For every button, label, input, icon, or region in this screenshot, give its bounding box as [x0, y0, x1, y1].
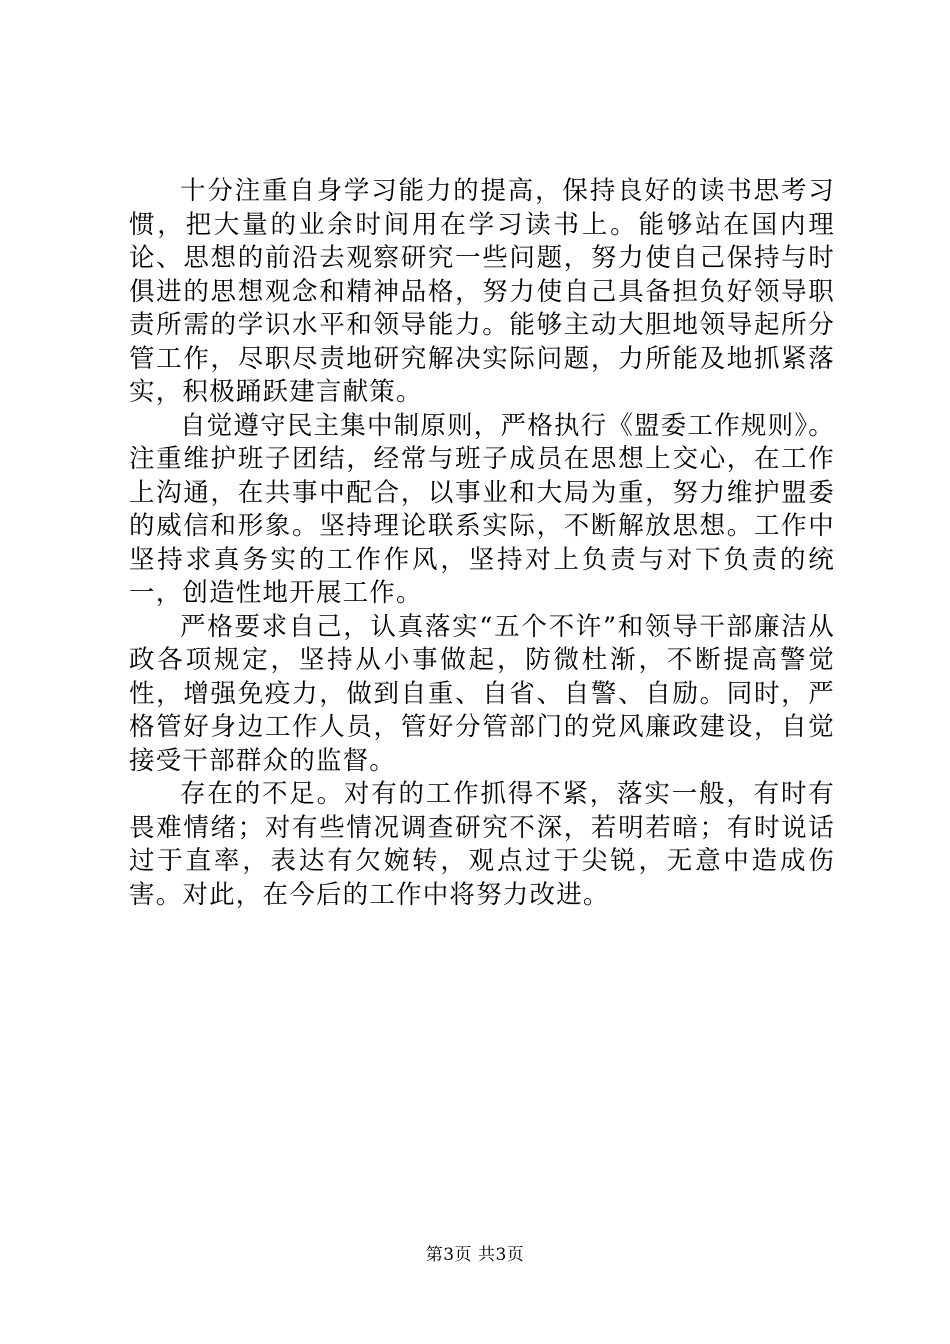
- document-body: [129, 175, 835, 912]
- paragraph-shortcomings: 存在的不足。对有的工作抓得不紧，落实一般，有时有畏难情绪；对有些情况调查研究不深，若明若暗；有时说话过于直率，表达有欠婉转，观点过于尖锐，无意中造成伤害。对此，在今后的工作中将努力改进。: [129, 779, 835, 910]
- paragraph-democratic-centralism: 自觉遵守民主集中制原则，严格执行《盟委工作规则》。注重维护班子团结，经常与班子成员在思想上交心，在工作上沟通，在共事中配合，以事业和大局为重，努力维护盟委的威信和形象。坚持理论联系实际，不断解放思想。工作中坚持求真务实的工作作风，坚持对上负责与对下负责的统一，创造性地开展工作。: [129, 410, 835, 608]
- paragraph-integrity: 严格要求自己，认真落实“五个不许”和领导干部廉洁从政各项规定，坚持从小事做起，防微杜渐，不断提高警觉性，增强免疫力，做到自重、自省、自警、自励。同时，严格管好身边工作人员，管好分管部门的党风廉政建设，自觉接受干部群众的监督。: [129, 611, 835, 776]
- page-footer: 第3页 共3页: [425, 1245, 525, 1265]
- paragraph-self-study: 十分注重自身学习能力的提高，保持良好的读书思考习惯，把大量的业余时间用在学习读书上。能够站在国内理论、思想的前沿去观察研究一些问题，努力使自己保持与时俱进的思想观念和精神品格，努力使自己具备担负好领导职责所需的学识水平和领导能力。能够主动大胆地领导起所分管工作，尽职尽责地研究解决实际问题，力所能及地抓紧落实，积极踊跃建言献策。: [129, 176, 835, 407]
